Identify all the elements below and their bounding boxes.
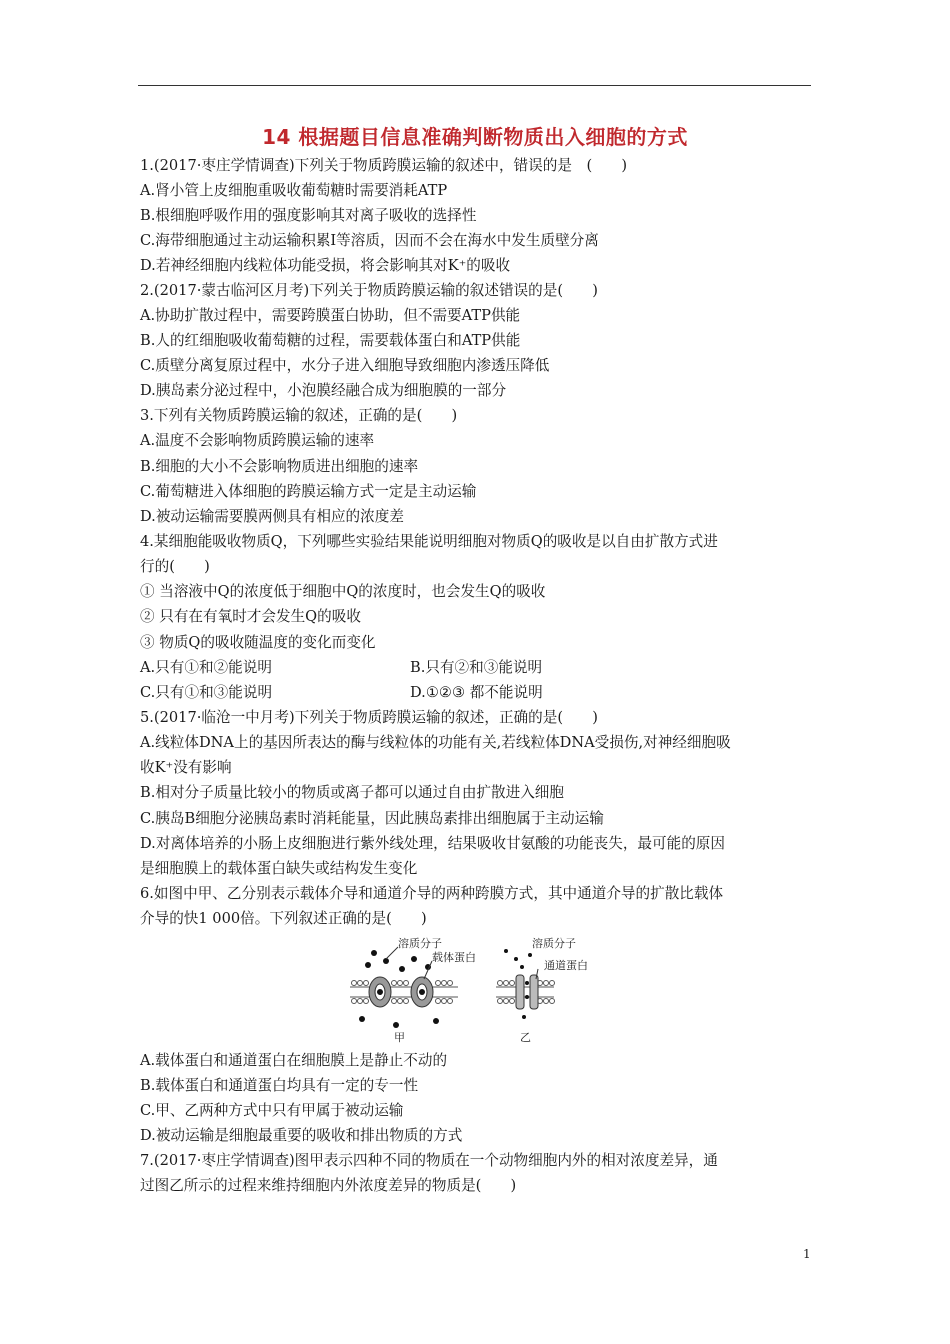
- q1-option-d: D.若神经细胞内线粒体功能受损，将会影响其对K⁺的吸收: [140, 257, 511, 274]
- label-channel-protein: 通道蛋白: [544, 959, 588, 972]
- page-number: 1: [803, 1247, 811, 1261]
- q2-option-a: A.协助扩散过程中，需要跨膜蛋白协助，但不需要ATP供能: [140, 307, 521, 324]
- q4-option-c: C.只有①和③能说明: [140, 684, 273, 701]
- q2-stem: 2.(2017·蒙古临河区月考)下列关于物质跨膜运输的叙述错误的是( ): [140, 282, 598, 299]
- q1-option-c: C.海带细胞通过主动运输积累I等溶质，因而不会在海水中发生质壁分离: [140, 232, 599, 249]
- q7-stem-cont: 过图乙所示的过程来维持细胞内外浓度差异的物质是( ): [140, 1177, 517, 1194]
- q3-option-c: C.葡萄糖进入体细胞的跨膜运输方式一定是主动运输: [140, 483, 477, 500]
- membrane-bilayer-jia: [350, 981, 458, 1004]
- q2-option-c: C.质壁分离复原过程中，水分子进入细胞导致细胞内渗透压降低: [140, 357, 550, 374]
- membrane-transport-figure: [340, 933, 610, 1045]
- label-carrier-protein: 载体蛋白: [432, 951, 476, 964]
- q3-option-a: A.温度不会影响物质跨膜运输的速率: [140, 432, 375, 449]
- q4-stem-cont: 行的( ): [140, 558, 210, 575]
- page-title: 14 根据题目信息准确判断物质出入细胞的方式: [262, 125, 688, 149]
- q3-option-b: B.细胞的大小不会影响物质进出细胞的速率: [140, 458, 419, 475]
- q4-option-d: D.①②③ 都不能说明: [410, 684, 543, 701]
- q6-stem: 6.如图中甲、乙分别表示载体介导和通道介导的两种跨膜方式，其中通道介导的扩散比载体: [140, 885, 724, 902]
- label-yi: 乙: [520, 1031, 531, 1044]
- q1-option-b: B.根细胞呼吸作用的强度影响其对离子吸收的选择性: [140, 207, 477, 224]
- q7-stem: 7.(2017·枣庄学情调查)图甲表示四种不同的物质在一个动物细胞内外的相对浓度差异，通: [140, 1152, 718, 1169]
- q5-option-d-cont: 是细胞膜上的载体蛋白缺失或结构发生变化: [140, 860, 418, 877]
- q2-option-d: D.胰岛素分泌过程中，小泡膜经融合成为细胞膜的一部分: [140, 382, 507, 399]
- q1-stem: 1.(2017·枣庄学情调查)下列关于物质跨膜运输的叙述中，错误的是 ( ): [140, 157, 628, 174]
- label-jia: 甲: [394, 1031, 405, 1044]
- q5-option-d: D.对离体培养的小肠上皮细胞进行紫外线处理，结果吸收甘氨酸的功能丧失，最可能的原因: [140, 835, 725, 852]
- q4-option-a: A.只有①和②能说明: [140, 659, 272, 676]
- q4-option-b: B.只有②和③能说明: [410, 659, 543, 676]
- q6-option-c: C.甲、乙两种方式中只有甲属于被动运输: [140, 1102, 404, 1119]
- q6-stem-cont: 介导的快1 000倍。下列叙述正确的是( ): [140, 910, 427, 927]
- q5-option-c: C.胰岛B细胞分泌胰岛素时消耗能量，因此胰岛素排出细胞属于主动运输: [140, 810, 604, 827]
- q3-stem: 3.下列有关物质跨膜运输的叙述，正确的是( ): [140, 407, 458, 424]
- q6-option-a: A.载体蛋白和通道蛋白在细胞膜上是静止不动的: [140, 1052, 448, 1069]
- label-solute-yi: 溶质分子: [532, 937, 576, 950]
- q2-option-b: B.人的红细胞吸收葡萄糖的过程，需要载体蛋白和ATP供能: [140, 332, 521, 349]
- q5-option-a-cont: 收K⁺没有影响: [140, 759, 232, 776]
- q5-stem: 5.(2017·临沧一中月考)下列关于物质跨膜运输的叙述，正确的是( ): [140, 709, 598, 726]
- q4-statement-3: ③ 物质Q的吸收随温度的变化而变化: [140, 634, 376, 651]
- q3-option-d: D.被动运输需要膜两侧具有相应的浓度差: [140, 508, 404, 525]
- q5-option-a: A.线粒体DNA上的基因所表达的酶与线粒体的功能有关,若线粒体DNA受损伤,对神经细胞吸: [140, 734, 731, 751]
- q4-stem: 4.某细胞能吸收物质Q，下列哪些实验结果能说明细胞对物质Q的吸收是以自由扩散方式进: [140, 533, 718, 550]
- q1-option-a: A.肾小管上皮细胞重吸收葡萄糖时需要消耗ATP: [140, 182, 448, 199]
- q6-option-d: D.被动运输是细胞最重要的吸收和排出物质的方式: [140, 1127, 463, 1144]
- q5-option-b: B.相对分子质量比较小的物质或离子都可以通过自由扩散进入细胞: [140, 784, 564, 801]
- q4-statement-2: ② 只有在有氧时才会发生Q的吸收: [140, 608, 361, 625]
- label-solute-jia: 溶质分子: [398, 937, 442, 950]
- channel-protein-icon: [516, 975, 538, 1009]
- q6-option-b: B.载体蛋白和通道蛋白均具有一定的专一性: [140, 1077, 419, 1094]
- q4-statement-1: ① 当溶液中Q的浓度低于细胞中Q的浓度时，也会发生Q的吸收: [140, 583, 546, 600]
- header-rule: [138, 85, 811, 86]
